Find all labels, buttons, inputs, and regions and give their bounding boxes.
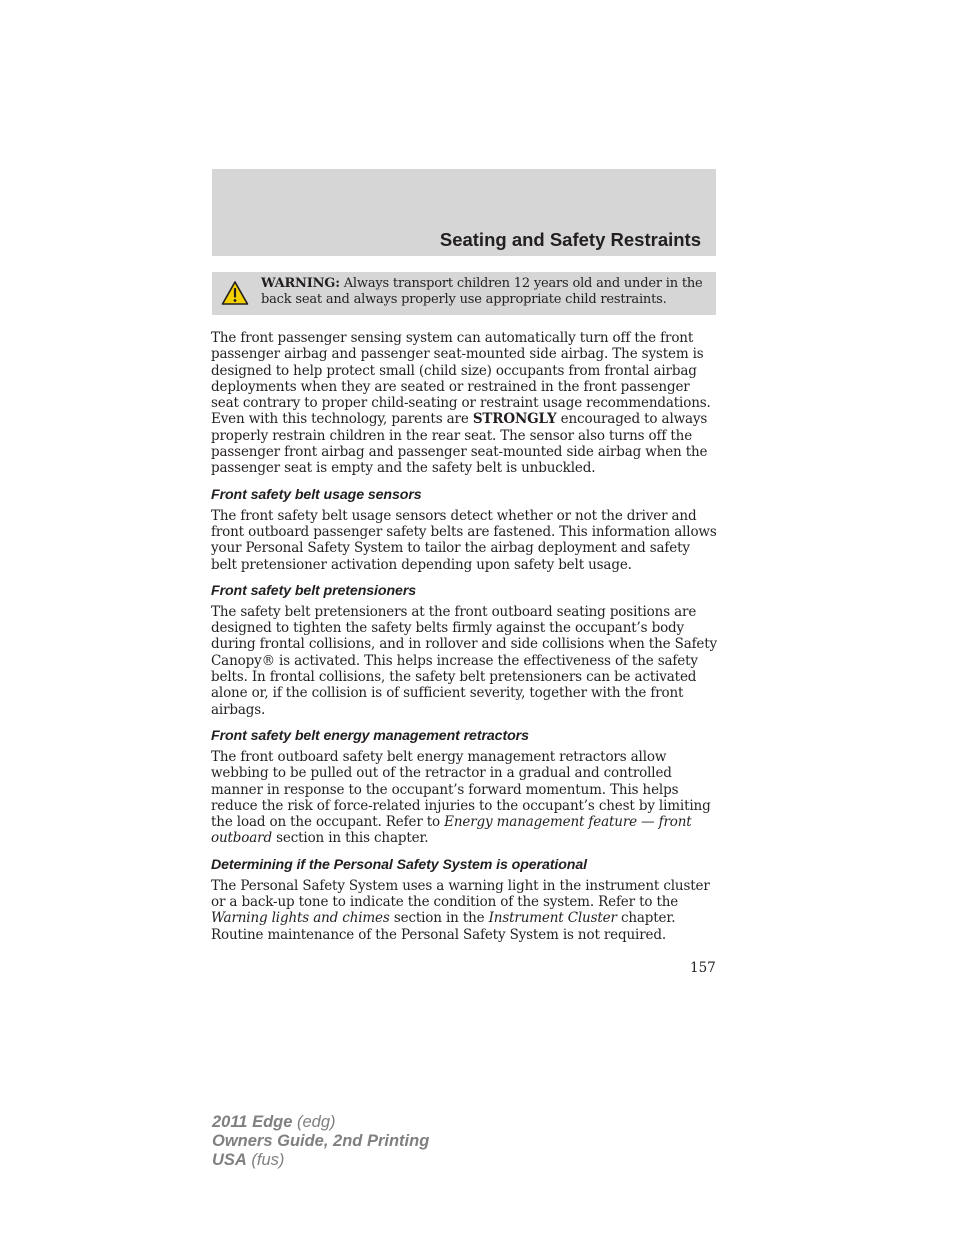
footer-model: 2011 Edge (212, 1113, 293, 1131)
footer-model-code: (edg) (292, 1113, 336, 1131)
page-content (211, 330, 719, 943)
intro-text-1: The front passenger sensing system can automatically turn off the front passenger airbag and passenger seat-mounted side airbag. The system is designed to help protect small (child size) occupants from frontal airbag deployments when they are seated or restrained in the front passenger seat contrary to proper child-seating or restraint usage recommendations. Even with this technology, parents are (211, 330, 711, 428)
energy-retractors-heading: Front safety belt energy management retractors (211, 727, 529, 744)
footer-market: USA (212, 1151, 247, 1169)
instrument-cluster-reference: Instrument Cluster (488, 910, 617, 927)
footer-line-1 (212, 1113, 429, 1132)
determining-text-3: chapter. Routine maintenance of the Personal Safety System is not required. (211, 910, 676, 943)
footer-line-2 (212, 1132, 429, 1151)
footer-edition: Owners Guide, 2nd Printing (212, 1132, 430, 1150)
intro-paragraph (211, 330, 719, 477)
warning-text (261, 276, 711, 308)
chapter-header (212, 169, 716, 256)
warning-label: WARNING: (261, 276, 340, 291)
warning-body: Always transport children 12 years old and under in the back seat and always properly use appropriate child restraints. (261, 276, 703, 307)
usage-sensors-paragraph: The front safety belt usage sensors detect whether or not the driver and front outboard passenger safety belts are fastened. This information allows your Personal Safety System to tailor the airbag deployment and safety belt pretensioner activation depending upon safety belt usage. (211, 507, 717, 573)
footer-market-code: (fus) (246, 1151, 285, 1169)
determining-paragraph (211, 878, 719, 943)
determining-text-1: The Personal Safety System uses a warning light in the instrument cluster or a back-up tone to indicate the condition of the system. Refer to the (211, 877, 710, 911)
intro-text-2: encouraged to always properly restrain children in the rear seat. The sensor also turns off the passenger front airbag and passenger seat-mounted side airbag when the passenger seat is empty and the safety belt is unbuckled. (211, 411, 708, 477)
warning-box (212, 272, 716, 315)
usage-sensors-heading: Front safety belt usage sensors (211, 486, 422, 503)
energy-reference: Energy management feature — front outboard (211, 814, 692, 847)
intro-strong: STRONGLY (472, 411, 557, 428)
determining-heading: Determining if the Personal Safety System is operational (211, 856, 587, 873)
chapter-title: Seating and Safety Restraints (439, 229, 701, 250)
page-number: 157 (690, 960, 716, 976)
warning-lights-reference: Warning lights and chimes (211, 910, 390, 927)
determining-text-2: section in the (389, 910, 489, 927)
pretensioners-paragraph: The safety belt pretensioners at the front outboard seating positions are designed to tighten the safety belts firmly against the occupant’s body during frontal collisions, and in rollover and side collisions when the Safety Canopy® is activated. This helps increase the effectiveness of the safety belts. In frontal collisions, the safety belt pretensioners can be activated alone or, if the collision is of sufficient severity, together with the front airbags. (211, 603, 718, 718)
footer (212, 1113, 429, 1170)
pretensioners-heading: Front safety belt pretensioners (211, 582, 417, 599)
energy-text-2: section in this chapter. (271, 830, 429, 847)
energy-retractors-paragraph (211, 749, 719, 847)
footer-line-3 (212, 1151, 429, 1170)
energy-text-1: The front outboard safety belt energy management retractors allow webbing to be pulled out of the retractor in a gradual and controlled manner in response to the occupant’s forward momentum. This helps reduce the risk of force-related injuries to the occupant’s chest by limiting the load on the occupant. Refer to (211, 748, 711, 831)
warning-triangle-icon (221, 280, 249, 306)
